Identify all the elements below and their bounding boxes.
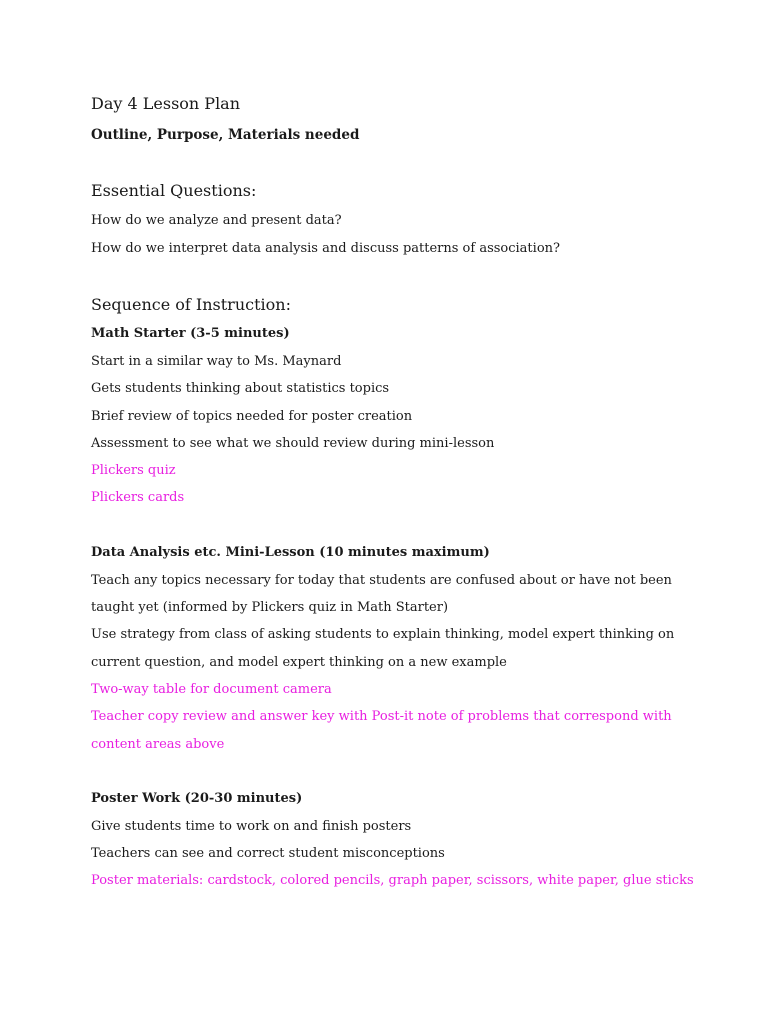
mini-lesson-material: Teacher copy review and answer key with Post-it note of problems that correspond with <box>91 709 672 724</box>
math-starter-material: Plickers cards <box>91 490 185 505</box>
page-subtitle: Outline, Purpose, Materials needed <box>91 127 360 143</box>
poster-work-heading: Poster Work (20-30 minutes) <box>91 791 303 806</box>
poster-work-line: Teachers can see and correct student misconceptions <box>91 846 445 861</box>
math-starter-material: Plickers quiz <box>91 463 176 478</box>
mini-lesson-line: Teach any topics necessary for today that students are confused about or have not been <box>91 573 672 588</box>
essential-question-item: How do we analyze and present data? <box>91 213 342 228</box>
essential-questions-heading: Essential Questions: <box>91 181 257 200</box>
mini-lesson-heading: Data Analysis etc. Mini-Lesson (10 minutes maximum) <box>91 545 490 560</box>
mini-lesson-line: current question, and model expert thinking on a new example <box>91 655 507 670</box>
page-title: Day 4 Lesson Plan <box>91 94 241 113</box>
math-starter-line: Start in a similar way to Ms. Maynard <box>91 354 342 369</box>
poster-work-material: Poster materials: cardstock, colored pencils, graph paper, scissors, white paper, glue sticks <box>91 873 694 888</box>
essential-question-item: How do we interpret data analysis and discuss patterns of association? <box>91 241 560 256</box>
mini-lesson-material: Two-way table for document camera <box>91 682 332 697</box>
mini-lesson-material: content areas above <box>91 737 225 752</box>
math-starter-line: Assessment to see what we should review during mini-lesson <box>91 436 495 451</box>
math-starter-heading: Math Starter (3-5 minutes) <box>91 326 290 341</box>
math-starter-line: Brief review of topics needed for poster creation <box>91 409 413 424</box>
sequence-heading: Sequence of Instruction: <box>91 295 291 314</box>
mini-lesson-line: Use strategy from class of asking students to explain thinking, model expert thinking on <box>91 627 675 642</box>
math-starter-line: Gets students thinking about statistics topics <box>91 381 390 396</box>
mini-lesson-line: taught yet (informed by Plickers quiz in Math Starter) <box>91 600 449 615</box>
poster-work-line: Give students time to work on and finish posters <box>91 819 412 834</box>
